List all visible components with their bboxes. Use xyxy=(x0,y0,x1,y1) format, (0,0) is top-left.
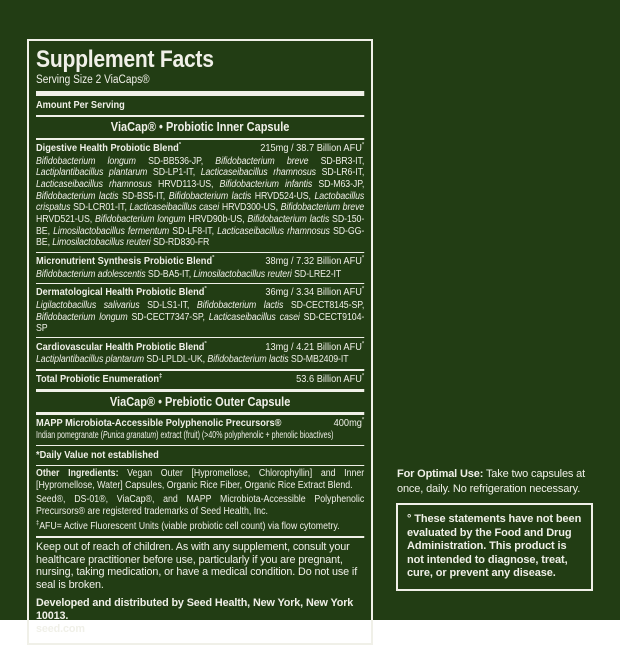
optimal-use-note: For Optimal Use: Take two capsules at once, daily. No refrigeration necessary. xyxy=(397,468,586,495)
blend-amount: 215mg / 38.7 Billion AFU* xyxy=(260,141,365,154)
divider xyxy=(36,412,364,415)
divider xyxy=(36,465,364,466)
blend-row-dermatological xyxy=(36,286,364,300)
daily-value-note: *Daily Value not established xyxy=(36,448,159,461)
strain-list-digestive: Bifidobacterium longum SD-BB536-JP, Bifidobacterium breve SD-BR3-IT, Lactiplantibacillus plantarum SD-LP1-IT, Lacticaseibacillus rhamnosus SD-LR6-IT, Lacticaseibacillus rhamnosus HRVD113-US, Bifidobacterium infantis SD-M63-JP, Bifidobacterium lactis SD-BS5-IT, Bifidobacterium lactis HRVD524-US, Lactobacillus crispatus SD-LCR01-IT, Lacticaseibacillus casei HRVD300-US, Bifidobacterium breve HRVD521-US, Bifidobacterium longum HRVD90b-US, Bifidobacterium lactis SD-150-BE, Limosilactobacillus fermentum SD-LF8-IT, Lacticaseibacillus rhamnosus SD-GG-BE, Limosilactobacillus reuteri SD-RD830-FR xyxy=(36,155,365,249)
divider xyxy=(36,91,364,96)
distributor-text: Developed and distributed by Seed Health, New York, New York 10013. seed.com xyxy=(36,597,354,636)
blend-amount: 36mg / 3.34 Billion AFU* xyxy=(265,285,365,299)
supplement-facts-panel xyxy=(27,39,373,645)
other-ingredients: Other Ingredients: Vegan Outer [Hypromellose, Chlorophyllin] and Inner [Hypromellose, Water] Capsules, Organic Rice Fiber, Organic Rice Extract Blend. xyxy=(36,468,365,492)
blend-row-micronutrient xyxy=(36,255,364,269)
inner-capsule-heading: ViaCap® • Probiotic Inner Capsule xyxy=(110,120,290,134)
divider xyxy=(36,389,364,392)
divider xyxy=(36,283,364,284)
strain-list-dermatological: Ligilactobacillus salivarius SD-LS1-IT, Bifidobacterium lactis SD-CECT8145-SP, Bifidobacterium longum SD-CECT7347-SP, Lacticaseibacillus casei SD-CECT9104-SP xyxy=(36,299,365,335)
serving-size: Serving Size 2 ViaCaps® xyxy=(36,74,150,86)
fda-disclaimer-text: ° These statements have not been evaluated by the Food and Drug Administration. This product is not intended to diagnose, treat, cure, or prevent any disease. xyxy=(407,513,582,579)
divider xyxy=(36,337,364,338)
mapp-amount: 400mg* xyxy=(333,416,365,429)
divider xyxy=(36,369,364,371)
blend-amount: 38mg / 7.32 Billion AFU* xyxy=(265,254,365,268)
outer-capsule-heading: ViaCap® • Prebiotic Outer Capsule xyxy=(109,394,291,409)
divider xyxy=(36,445,364,446)
blend-row-cardiovascular xyxy=(36,341,364,355)
afu-footnote: ‡AFU= Active Fluorescent Units (viable probiotic cell count) via flow cytometry. xyxy=(36,519,340,533)
mapp-name: MAPP Microbiota-Accessible Polyphenolic Precursors® xyxy=(36,416,282,429)
total-enumeration-row xyxy=(36,373,364,387)
blend-name: Dermatological Health Probiotic Blend° xyxy=(36,285,207,299)
divider xyxy=(36,138,364,140)
amount-per-serving-label: Amount Per Serving xyxy=(36,99,125,111)
divider xyxy=(36,252,364,253)
strain-list-cardiovascular: Lactiplantibacillus plantarum SD-LPLDL-UK, Bifidobacterium lactis SD-MB2409-IT xyxy=(36,354,349,366)
divider xyxy=(36,115,364,117)
total-enumeration-label: Total Probiotic Enumeration‡ xyxy=(36,372,163,386)
blend-name: Micronutrient Synthesis Probiotic Blend° xyxy=(36,254,215,268)
divider xyxy=(36,536,364,538)
supplement-facts-title: Supplement Facts xyxy=(36,46,214,73)
blend-name: Digestive Health Probiotic Blend° xyxy=(36,141,182,154)
blend-row-digestive xyxy=(36,142,364,156)
total-enumeration-amount: 53.6 Billion AFU* xyxy=(296,372,365,386)
blend-amount: 13mg / 4.21 Billion AFU* xyxy=(265,340,365,353)
mapp-description: Indian pomegranate (Punica granatum) extract (fruit) (>40% polyphenolic + phenolic bioactives) xyxy=(36,430,334,442)
fda-disclaimer-box xyxy=(396,503,593,591)
caution-text: Keep out of reach of children. As with any supplement, consult your healthcare practitioner before use, particularly if you are pregnant, nursing, taking medication, or have a medical condition. Do not use if seal is broken. xyxy=(36,540,358,592)
strain-list-micronutrient: Bifidobacterium adolescentis SD-BA5-IT, Limosilactobacillus reuteri SD-LRE2-IT xyxy=(36,268,342,280)
blend-name: Cardiovascular Health Probiotic Blend° xyxy=(36,340,207,353)
trademark-note: Seed®, DS-01®, ViaCap®, and MAPP Microbiota-Accessible Polyphenolic Precursors® are registered trademarks of Seed Health, Inc. xyxy=(36,494,365,518)
mapp-row xyxy=(36,417,364,431)
